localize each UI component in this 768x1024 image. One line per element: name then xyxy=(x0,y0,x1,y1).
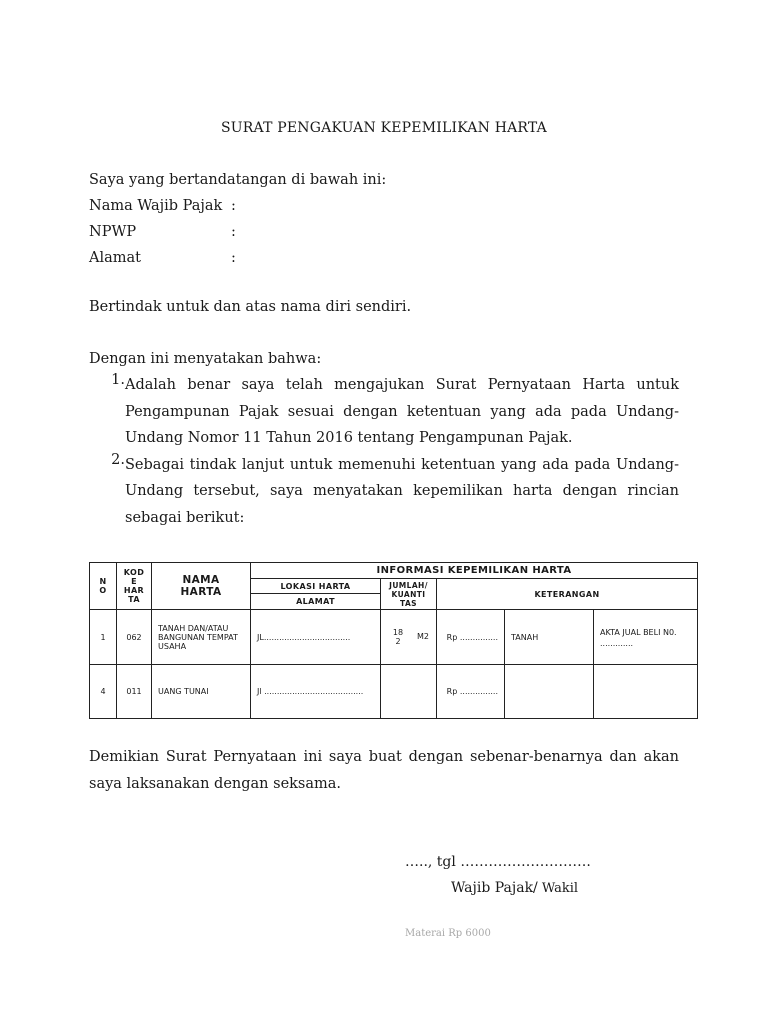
signatory-role xyxy=(451,880,578,896)
declaration-item xyxy=(89,372,679,452)
field-label-alamat: Alamat xyxy=(89,250,141,266)
acting-statement: Bertindak untuk dan atas nama diri sendiri. xyxy=(89,299,412,315)
item-text: Sebagai tindak lanjut untuk memenuhi ketentuan yang ada pada Undang-Undang tersebut, saya menyatakan kepemilikan harta dengan rincian sebagai berikut: xyxy=(125,456,679,526)
header-no: N O xyxy=(90,563,117,610)
stamp-placeholder: Materai Rp 6000 xyxy=(405,928,491,939)
item-text: Adalah benar saya telah mengajukan Surat Pernyataan Harta untuk Pengampunan Pajak sesuai dengan ketentuan yang ada pada Undang-Undang Nomor 11 Tahun 2016 tentang Pengampunan Pajak. xyxy=(125,377,679,446)
role-suffix: Wakil xyxy=(537,881,579,896)
cell-jumlah xyxy=(381,665,437,719)
field-colon-alamat: : xyxy=(231,250,236,266)
closing-statement: Demikian Surat Pernyataan ini saya buat dengan sebenar-benarnya dan akan saya laksanakan dengan seksama. xyxy=(89,749,679,792)
cell-ket xyxy=(594,665,698,719)
cell-kode: 011 xyxy=(117,665,152,719)
cell-alamat: Jl ....................................... xyxy=(251,665,381,719)
role-label: Wajib Pajak/ xyxy=(451,880,538,896)
cell-rp: Rp ............... xyxy=(437,665,505,719)
cell-kode: 062 xyxy=(117,610,152,665)
cell-unit: M2 xyxy=(417,632,429,641)
cell-alamat: JL.................................. xyxy=(251,610,381,665)
header-alamat: ALAMAT xyxy=(251,594,381,610)
item-number: 1. xyxy=(111,372,125,388)
declaration-list xyxy=(89,372,679,531)
cell-no: 1 xyxy=(90,610,117,665)
cell-jenis: TANAH xyxy=(505,610,594,665)
header-lokasi: LOKASI HARTA xyxy=(251,579,381,594)
cell-nama: UANG TUNAI xyxy=(152,665,251,719)
place-date-line: ….., tgl ………………………. xyxy=(405,854,591,870)
cell-rp: Rp ............... xyxy=(437,610,505,665)
asset-table xyxy=(89,562,698,719)
cell-jumlah xyxy=(381,610,437,665)
field-label-nama: Nama Wajib Pajak xyxy=(89,198,223,214)
header-jumlah: JUMLAH/ KUANTI TAS xyxy=(381,579,437,610)
table-row xyxy=(90,665,698,719)
declaration-intro: Dengan ini menyatakan bahwa: xyxy=(89,351,322,367)
cell-ket: AKTA JUAL BELI N0. ............. xyxy=(594,610,698,665)
cell-no: 4 xyxy=(90,665,117,719)
item-number: 2. xyxy=(111,451,125,468)
intro-text: Saya yang bertandatangan di bawah ini: xyxy=(89,172,387,188)
table-row xyxy=(90,610,698,665)
cell-nama: TANAH DAN/ATAU BANGUNAN TEMPAT USAHA xyxy=(152,610,251,665)
header-nama-harta: NAMA HARTA xyxy=(152,563,251,610)
field-label-npwp: NPWP xyxy=(89,224,137,240)
header-kode: KOD E HAR TA xyxy=(117,563,152,610)
cell-qty: 18 2 xyxy=(392,628,404,646)
field-colon-npwp: : xyxy=(231,224,236,240)
field-colon-nama: : xyxy=(231,198,236,214)
header-keterangan: KETERANGAN xyxy=(437,579,698,610)
cell-jenis xyxy=(505,665,594,719)
header-informasi: INFORMASI KEPEMILIKAN HARTA xyxy=(251,563,698,579)
document-title: SURAT PENGAKUAN KEPEMILIKAN HARTA xyxy=(221,120,547,136)
declaration-item xyxy=(89,452,679,532)
